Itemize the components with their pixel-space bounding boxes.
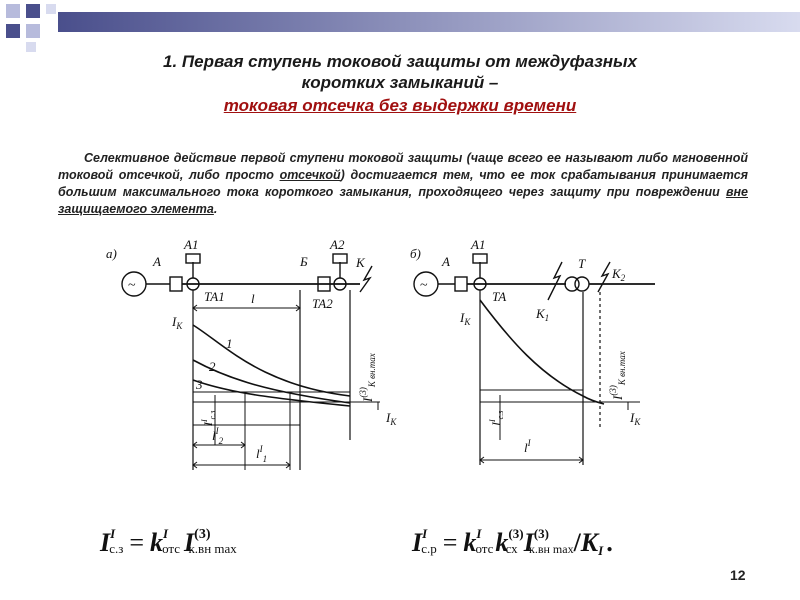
diagram-a (106, 237, 397, 470)
generator-tilde: ~ (420, 278, 428, 293)
label-B: Б (300, 254, 308, 269)
label-K1: $K_1$ (536, 306, 550, 323)
curve-1 (193, 325, 350, 396)
label-Ik: $I_K$ (172, 314, 183, 331)
fault-arrow-k2 (598, 262, 610, 292)
curve-label-3: 3 (196, 377, 203, 392)
label-A2: A2 (330, 237, 345, 252)
breaker-symbol (170, 277, 182, 291)
label-TA1: TA1 (204, 289, 225, 304)
label-Ik-vn-max: $I^{(3)}_{K вн.max}$ (608, 351, 627, 400)
breaker-symbol (455, 277, 467, 291)
label-TA2: TA2 (312, 296, 333, 311)
curve-label-2: 2 (209, 359, 216, 374)
generator-tilde: ~ (128, 278, 136, 293)
label-A1: A1 (184, 237, 199, 252)
paragraph-text: ) достигается тем, что ее ток срабатывания принимается большим максимального тока короткого замыкания, проходящего через защиту при повреждении (58, 168, 749, 199)
slide-title-line1: 1. Первая ступень токовой защиты от междуфазных (162, 52, 638, 71)
relay-a1 (186, 254, 200, 263)
formula-a (99, 526, 237, 557)
label-Ik-axis: $I_K$ (630, 410, 641, 427)
diagram-b (410, 237, 655, 465)
paragraph-underlined-term: вне защищаемого элемента (58, 185, 748, 216)
relay-a1 (473, 254, 487, 263)
label-T: T (578, 256, 586, 271)
paragraph-text: . (213, 202, 218, 216)
diagram-a-label: а) (106, 246, 117, 261)
paragraph-underlined-term: отсечкой (279, 168, 341, 182)
label-Ik: $I_K$ (460, 310, 471, 327)
label-K2: $K_2$ (612, 266, 626, 283)
formula-b (411, 526, 614, 558)
diagram-b-label: б) (410, 246, 421, 261)
label-lI: $l^I$ (524, 438, 531, 455)
fault-arrow-k1 (548, 262, 562, 300)
label-Ik-axis: $I_K$ (386, 410, 397, 427)
curve-label-1: 1 (226, 336, 233, 351)
label-A1: A1 (471, 237, 486, 252)
label-Icz: $I^I_{с.з}$ (200, 410, 217, 426)
label-Icz: $I^I_{с.з}$ (488, 410, 505, 426)
svg-text:IIс.р=kIотсk(3)схI(3)к.вн max/: $I^I$ $с.р = k^I$ отсk$^{(3)}$ сх $I^{(3)}$ к.вн max/KI . (412, 526, 614, 558)
label-A: A (442, 254, 450, 269)
relay-a2 (333, 254, 347, 263)
paragraph-text: Селективное действие первой ступени токовой защиты (чаще всего ее называют либо мгновенной токовой отсечкой, либо просто (58, 151, 748, 182)
label-l: l (251, 291, 255, 306)
label-Ik-vn-max: $I^{(3)}_{K вн.max}$ (358, 353, 377, 402)
label-l1: $l^I_1$ (256, 444, 268, 464)
label-K: K (356, 255, 365, 270)
page-number: 12 (730, 567, 746, 583)
slide-title-line2: коротких замыканий – (301, 73, 499, 92)
svg-text:IIс.з=kIотсI(3)к.вн max: $I^I$ $с.з = k^I$ отс $I^{(3)}$ к.вн max (100, 526, 237, 557)
slide-title-line3: токовая отсечка без выдержки времени (223, 96, 577, 115)
label-A: A (153, 254, 161, 269)
transformer-winding-2 (575, 277, 589, 291)
label-TA: TA (492, 289, 507, 304)
label-l2: $l^I_2$ (212, 426, 224, 446)
